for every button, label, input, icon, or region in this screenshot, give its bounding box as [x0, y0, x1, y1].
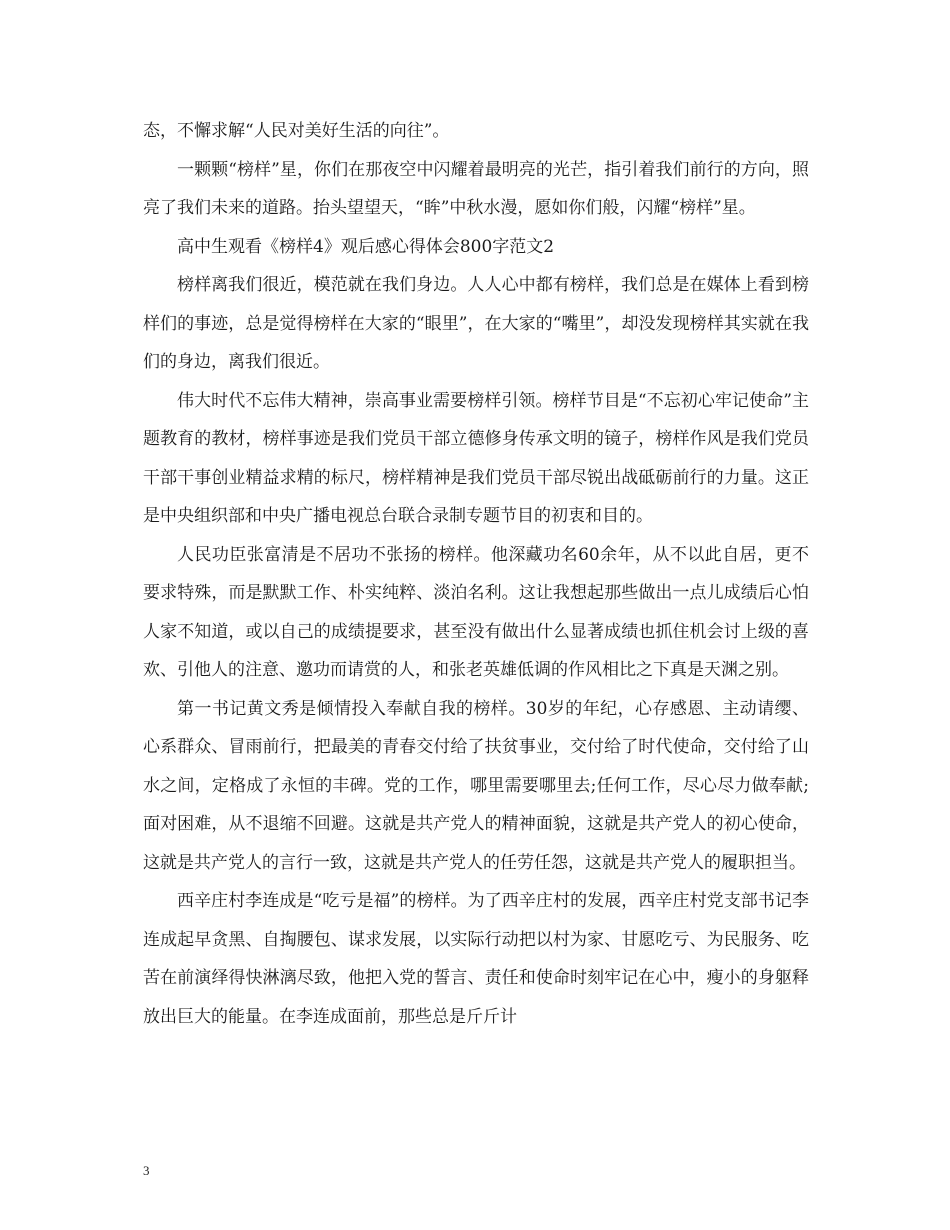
paragraph-continuation: 态，不懈求解“人民对美好生活的向往”。	[143, 121, 450, 141]
paragraph-role-model-stars: 一颗颗“榜样”星，你们在那夜空中闪耀着最明亮的光芒，指引着我们前行的方向，照亮了我们未来的道路。抬头望望天，“眸”中秋水漫，愿如你们般，闪耀“榜样”星。	[143, 159, 809, 218]
paragraph-great-era: 伟大时代不忘伟大精神，崇高事业需要榜样引领。榜样节目是“不忘初心牢记使命”主题教育的教材，榜样事迹是我们党员干部立德修身传承文明的镜子，榜样作风是我们党员干部干事创业精益求精的标尺，榜样精神是我们党员干部尽锐出战砥砺前行的力量。这正是中央组织部和中央广播电视总台联合录制专题节目的初衷和目的。	[143, 390, 809, 526]
paragraph-li-liancheng: 西辛庄村李连成是“吃亏是福”的榜样。为了西辛庄村的发展，西辛庄村党支部书记李连成起早贪黑、自掏腰包、谋求发展，以实际行动把以村为家、甘愿吃亏、为民服务、吃苦在前演绎得快淋漓尽致，他把入党的誓言、责任和使命时刻牢记在心中，瘦小的身躯释放出巨大的能量。在李连成面前，那些总是斤斤计	[143, 891, 809, 1027]
section-heading: 高中生观看《榜样4》观后感心得体会800字范文2	[177, 236, 555, 257]
page-number: 3	[143, 1163, 150, 1178]
paragraph-role-models-near: 榜样离我们很近，模范就在我们身边。人人心中都有榜样，我们总是在媒体上看到榜样们的事迹，总是觉得榜样在大家的“眼里”，在大家的“嘴里”，却没发现榜样其实就在我们的身边，离我们很近。	[143, 275, 809, 372]
paragraph-huang-wenxiu: 第一书记黄文秀是倾情投入奉献自我的榜样。30岁的年纪，心存感恩、主动请缨、心系群众、冒雨前行，把最美的青春交付给了扶贫事业，交付给了时代使命，交付给了山水之间，定格成了永恒的丰碑。党的工作，哪里需要哪里去;任何工作，尽心尽力做奉献;面对困难，从不退缩不回避。这就是共产党人的精神面貌，这就是共产党人的初心使命，这就是共产党人的言行一致，这就是共产党人的任劳任怨，这就是共产党人的履职担当。	[143, 698, 809, 873]
paragraph-zhang-fuqing: 人民功臣张富清是不居功不张扬的榜样。他深藏功名60余年，从不以此自居，更不要求特殊，而是默默工作、朴实纯粹、淡泊名利。这让我想起那些做出一点儿成绩后心怕人家不知道，或以自己的成绩提要求，甚至没有做出什么显著成绩也抓住机会讨上级的喜欢、引他人的注意、邀功而请赏的人，和张老英雄低调的作风相比之下真是天渊之别。	[143, 544, 809, 680]
document-body	[143, 112, 809, 1036]
